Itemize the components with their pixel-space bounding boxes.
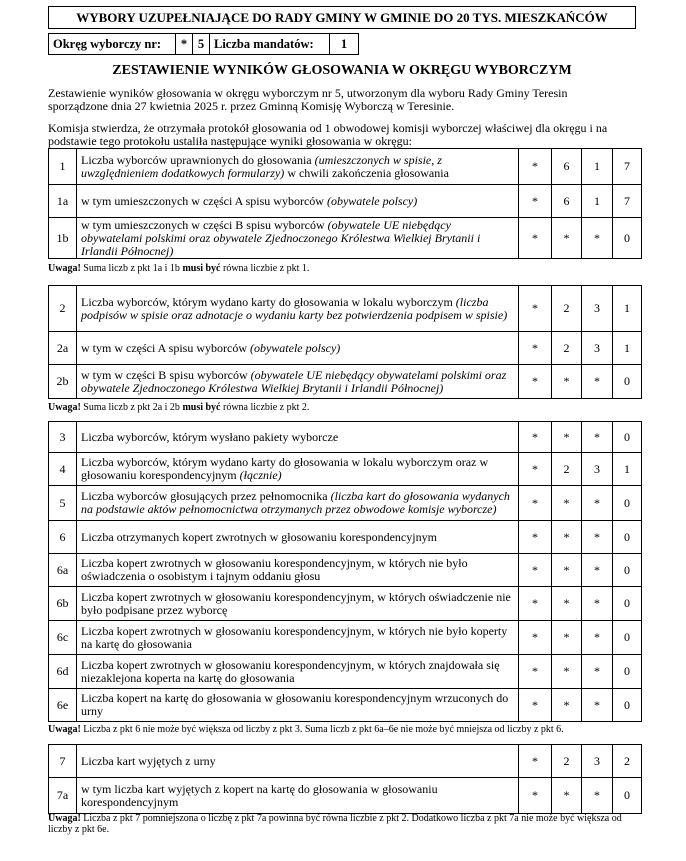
digit-cell: 2 [613, 745, 642, 778]
row-description: w tym umieszczonych w części B spisu wyborców (obywatele UE niebędący obywatelami polskimi oraz obywatele Zjednoczonego Królestwa Wielkiej Brytanii i Irlandii Północnej) [77, 218, 519, 259]
table-row [49, 521, 642, 554]
row-number: 7 [49, 745, 77, 778]
digit-cell: * [519, 554, 552, 587]
digit-cell: 2 [552, 453, 582, 486]
commission-line: podstawie tego protokołu ustaliła następujące wyniki głosowania w okręgu: [48, 134, 412, 148]
row-description: Liczba wyborców, którym wydano karty do głosowania w lokalu wyborczym (liczba podpisów w spisie oraz adnotacje o wydaniu karty bez potwierdzenia podpisem w spisie) [77, 286, 519, 332]
digit-cell: 2 [552, 286, 582, 332]
table-row [49, 745, 642, 778]
digit-cell: * [582, 554, 613, 587]
district-star: * [176, 34, 193, 55]
digit-cell: 0 [613, 422, 642, 453]
digit-cell: * [519, 149, 552, 185]
row-number: 6a [49, 554, 77, 587]
row-number: 6e [49, 689, 77, 722]
row-number: 2b [49, 365, 77, 399]
digit-cell: * [582, 778, 613, 814]
row-description: Liczba wyborców, którym wysłano pakiety wyborcze [77, 422, 519, 453]
digit-cell: * [519, 286, 552, 332]
digit-cell: * [552, 422, 582, 453]
digit-cell: * [519, 453, 552, 486]
table-row [49, 587, 642, 621]
table-row [49, 778, 642, 814]
digit-cell: * [582, 218, 613, 259]
digit-cell: * [519, 745, 552, 778]
digit-cell: 0 [613, 587, 642, 621]
mandates-count: 1 [330, 34, 359, 55]
results-table [48, 148, 642, 259]
digit-cell: 6 [552, 185, 582, 218]
note: Uwaga! Liczba z pkt 6 nie może być większa od liczby z pkt 3. Suma liczb z pkt 6a–6e nie może być mniejsza od liczby z pkt 6. [48, 724, 564, 735]
row-description: w tym w części A spisu wyborców (obywatele polscy) [77, 332, 519, 365]
digit-cell: 0 [613, 689, 642, 722]
row-number: 2a [49, 332, 77, 365]
intro-line: Zestawienie wyników głosowania w okręgu wyborczym nr 5, utworzonym dla wyboru Rady Gminy Teresin [48, 86, 568, 100]
results-table [48, 421, 642, 722]
row-number: 6c [49, 621, 77, 655]
row-description: Liczba wyborców głosujących przez pełnomocnika (liczba kart do głosowania wydanych na podstawie aktów pełnomocnictwa otrzymanych przez obwodowe komisje wyborcze) [77, 486, 519, 521]
digit-cell: * [582, 621, 613, 655]
row-description: Liczba kopert zwrotnych w głosowaniu korespondencyjnym, w których znajdowała się niezaklejona koperta na kartę do głosowania [77, 655, 519, 689]
digit-cell: 0 [613, 218, 642, 259]
district-number: 5 [193, 34, 210, 55]
district-label: Okręg wyborczy nr: [49, 34, 176, 55]
digit-cell: 7 [613, 149, 642, 185]
table-row [49, 422, 642, 453]
digit-cell: * [552, 587, 582, 621]
digit-cell: * [582, 655, 613, 689]
digit-cell: 0 [613, 554, 642, 587]
table-row [49, 453, 642, 486]
digit-cell: 0 [613, 655, 642, 689]
digit-cell: 1 [613, 332, 642, 365]
row-description: w tym liczba kart wyjętych z kopert na kartę do głosowania w głosowaniu korespondencyjnym [77, 778, 519, 814]
digit-cell: * [552, 521, 582, 554]
digit-cell: * [582, 365, 613, 399]
table-row [49, 486, 642, 521]
row-number: 4 [49, 453, 77, 486]
digit-cell: * [552, 655, 582, 689]
results-table [48, 744, 642, 814]
note: Uwaga! Liczba z pkt 7 pomniejszona o liczbę z pkt 7a powinna być równa liczbie z pkt 2. Dodatkowo liczba z pkt 7a nie może być większa od liczby z pkt 6e. [48, 813, 622, 835]
commission-line: Komisja stwierdza, że otrzymała protokół głosowania od 1 obwodowej komisji wyborczej właściwej dla okręgu i na [48, 121, 608, 135]
note: Uwaga! Suma liczb z pkt 2a i 2b musi być równa liczbie z pkt 2. [48, 402, 310, 413]
digit-cell: * [519, 185, 552, 218]
digit-cell: 6 [552, 149, 582, 185]
table-row [49, 621, 642, 655]
digit-cell: * [519, 587, 552, 621]
row-description: Liczba otrzymanych kopert zwrotnych w głosowaniu korespondencyjnym [77, 521, 519, 554]
row-number: 6d [49, 655, 77, 689]
digit-cell: 3 [582, 453, 613, 486]
row-description: Liczba kopert zwrotnych w głosowaniu korespondencyjnym, w których oświadczenie nie było podpisane przez wyborcę [77, 587, 519, 621]
page-title: ZESTAWIENIE WYNIKÓW GŁOSOWANIA W OKRĘGU WYBORCZYM [112, 63, 572, 78]
digit-cell: * [552, 621, 582, 655]
election-header: WYBORY UZUPEŁNIAJĄCE DO RADY GMINY W GMINIE DO 20 TYS. MIESZKAŃCÓW [48, 6, 636, 29]
digit-cell: * [552, 778, 582, 814]
results-table [48, 285, 642, 399]
mandates-label: Liczba mandatów: [210, 34, 330, 55]
digit-cell: 2 [552, 745, 582, 778]
row-number: 1 [49, 149, 77, 185]
table-row [49, 365, 642, 399]
digit-cell: * [519, 332, 552, 365]
row-number: 6b [49, 587, 77, 621]
row-description: w tym w części B spisu wyborców (obywatele UE niebędący obywatelami polskimi oraz obywatele Zjednoczonego Królestwa Wielkiej Brytanii i Irlandii Północnej) [77, 365, 519, 399]
row-description: w tym umieszczonych w części A spisu wyborców (obywatele polscy) [77, 185, 519, 218]
digit-cell: 1 [613, 453, 642, 486]
table-row [49, 286, 642, 332]
digit-cell: * [552, 365, 582, 399]
row-description: Liczba wyborców, którym wydano karty do głosowania w lokalu wyborczym oraz w głosowaniu korespondencyjnym (łącznie) [77, 453, 519, 486]
row-number: 1a [49, 185, 77, 218]
digit-cell: 3 [582, 745, 613, 778]
digit-cell: * [552, 689, 582, 722]
digit-cell: * [519, 689, 552, 722]
note: Uwaga! Suma liczb z pkt 1a i 1b musi być równa liczbie z pkt 1. [48, 263, 310, 274]
digit-cell: 0 [613, 365, 642, 399]
digit-cell: 1 [582, 149, 613, 185]
table-row [49, 554, 642, 587]
digit-cell: * [552, 486, 582, 521]
digit-cell: 1 [613, 286, 642, 332]
digit-cell: 0 [613, 621, 642, 655]
digit-cell: * [519, 365, 552, 399]
digit-cell: * [582, 689, 613, 722]
digit-cell: * [519, 655, 552, 689]
digit-cell: 0 [613, 486, 642, 521]
digit-cell: 2 [552, 332, 582, 365]
row-number: 2 [49, 286, 77, 332]
commission-paragraph [48, 122, 638, 148]
table-row [49, 332, 642, 365]
row-number: 7a [49, 778, 77, 814]
intro-paragraph [48, 87, 638, 113]
row-description: Liczba wyborców uprawnionych do głosowania (umieszczonych w spisie, z uwzględnieniem dodatkowych formularzy) w chwili zakończenia głosowania [77, 149, 519, 185]
digit-cell: * [552, 218, 582, 259]
table-row [49, 689, 642, 722]
row-number: 5 [49, 486, 77, 521]
row-description: Liczba kart wyjętych z urny [77, 745, 519, 778]
row-number: 3 [49, 422, 77, 453]
row-number: 1b [49, 218, 77, 259]
digit-cell: * [582, 422, 613, 453]
digit-cell: * [582, 486, 613, 521]
row-description: Liczba kopert zwrotnych w głosowaniu korespondencyjnym, w których nie było koperty na kartę do głosowania [77, 621, 519, 655]
digit-cell: * [519, 218, 552, 259]
digit-cell: 3 [582, 286, 613, 332]
digit-cell: * [519, 422, 552, 453]
digit-cell: 0 [613, 521, 642, 554]
digit-cell: * [519, 521, 552, 554]
digit-cell: 3 [582, 332, 613, 365]
digit-cell: * [519, 621, 552, 655]
digit-cell: 0 [613, 778, 642, 814]
digit-cell: * [582, 587, 613, 621]
table-row [49, 149, 642, 185]
row-description: Liczba kopert na kartę do głosowania w głosowaniu korespondencyjnym wrzuconych do urny [77, 689, 519, 722]
row-description: Liczba kopert zwrotnych w głosowaniu korespondencyjnym, w których nie było oświadczenia o osobistym i tajnym oddaniu głosu [77, 554, 519, 587]
digit-cell: 7 [613, 185, 642, 218]
table-row [49, 218, 642, 259]
digit-cell: * [519, 486, 552, 521]
digit-cell: 1 [582, 185, 613, 218]
row-number: 6 [49, 521, 77, 554]
intro-line: sporządzone dnia 27 kwietnia 2025 r. przez Gminną Komisję Wyborczą w Teresinie. [48, 99, 455, 113]
digit-cell: * [519, 778, 552, 814]
district-info [48, 33, 359, 55]
digit-cell: * [552, 554, 582, 587]
table-row [49, 185, 642, 218]
table-row [49, 655, 642, 689]
digit-cell: * [582, 521, 613, 554]
